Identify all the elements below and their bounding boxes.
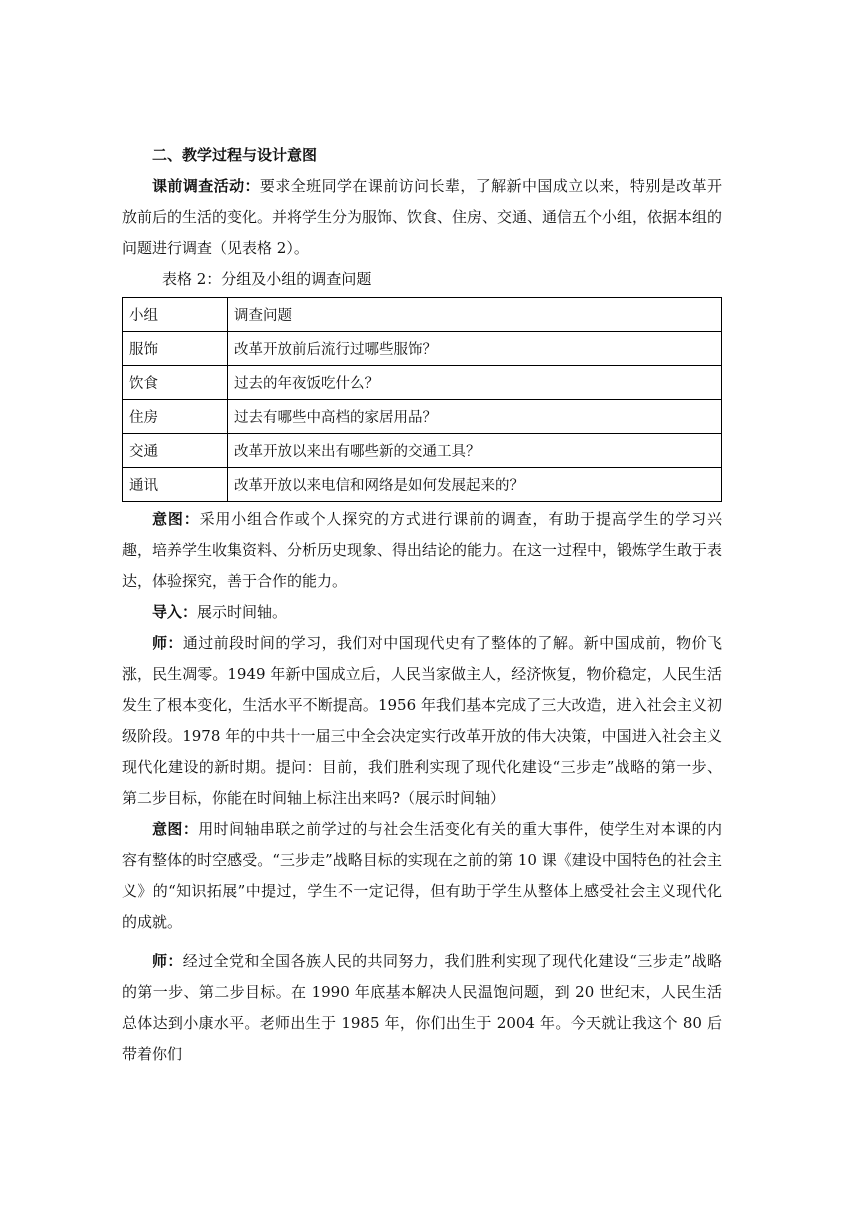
table-cell: 饮食 xyxy=(123,366,228,400)
teacher-paragraph-2 xyxy=(122,946,722,1070)
intent-text: 用时间轴串联之前学过的与社会生活变化有关的重大事件，使学生对本课的内容有整体的时空感受。“三步走”战略目标的实现在之前的第 10 课《建设中国特色的社会主义》的“知识拓展”中提过，学生不一定记得，但有助于学生从整体上感受社会主义现代化的成就。 xyxy=(122,820,722,931)
teacher-text: 经过全党和全国各族人民的共同努力，我们胜利实现了现代化建设“三步走”战略的第一步、第二步目标。在 1990 年底基本解决人民温饱问题，到 20 世纪末，人民生活总体达到小康水平。老师出生于 1985 年，你们出生于 2004 年。今天就让我这个 80 后带着你们 xyxy=(122,952,722,1063)
teacher-text: 通过前段时间的学习，我们对中国现代史有了整体的了解。新中国成前，物价飞涨，民生凋零。1949 年新中国成立后，人民当家做主人，经济恢复，物价稳定，人民生活发生了根本变化，生活水平不断提高。1956 年我们基本完成了三大改造，进入社会主义初级阶段。1978 年的中共十一届三中全会决定实行改革开放的伟大决策，中国进入社会主义现代化建设的新时期。提问：目前，我们胜利实现了现代化建设“三步走”战略的第一步、第二步目标，你能在时间轴上标注出来吗?（展示时间轴） xyxy=(122,634,722,807)
table-row xyxy=(123,366,722,400)
table-cell: 交通 xyxy=(123,434,228,468)
table-row xyxy=(123,434,722,468)
pre-class-text: 要求全班同学在课前访问长辈，了解新中国成立以来，特别是改革开放前后的生活的变化。并将学生分为服饰、饮食、住房、交通、通信五个小组，依据本组的问题进行调查（见表格 2）。 xyxy=(122,177,723,257)
table-row xyxy=(123,468,722,502)
table-cell: 改革开放以来出有哪些新的交通工具？ xyxy=(228,434,722,468)
intro-text: 展示时间轴。 xyxy=(197,603,288,621)
paragraph-gap xyxy=(122,938,722,946)
intent-label: 意图： xyxy=(152,510,200,528)
survey-table xyxy=(122,297,722,502)
teacher-label: 师： xyxy=(152,952,183,970)
intent-label: 意图： xyxy=(152,820,199,838)
table-cell: 服饰 xyxy=(123,332,228,366)
intent-paragraph-1 xyxy=(122,504,722,597)
teacher-label: 师： xyxy=(152,634,183,652)
intent-text: 采用小组合作或个人探究的方式进行课前的调查，有助于提高学生的学习兴趣，培养学生收集资料、分析历史现象、得出结论的能力。在这一过程中，锻炼学生敢于表达，体验探究，善于合作的能力。 xyxy=(122,510,723,590)
intro-paragraph xyxy=(122,597,722,628)
table-row xyxy=(123,332,722,366)
table-header-cell: 调查问题 xyxy=(228,298,722,332)
table-cell: 过去的年夜饭吃什么？ xyxy=(228,366,722,400)
pre-class-paragraph xyxy=(122,171,722,264)
table-row xyxy=(123,400,722,434)
table-header-cell: 小组 xyxy=(123,298,228,332)
intent-paragraph-2 xyxy=(122,814,722,938)
document-page xyxy=(122,140,722,1070)
table-cell: 改革开放前后流行过哪些服饰？ xyxy=(228,332,722,366)
teacher-paragraph-1 xyxy=(122,628,722,814)
pre-class-label: 课前调查活动： xyxy=(152,177,260,195)
section-heading: 二、教学过程与设计意图 xyxy=(152,146,318,164)
table-caption: 表格 2：分组及小组的调查问题 xyxy=(162,270,372,288)
table-cell: 过去有哪些中高档的家居用品？ xyxy=(228,400,722,434)
table-cell: 住房 xyxy=(123,400,228,434)
table-cell: 通讯 xyxy=(123,468,228,502)
table-header-row xyxy=(123,298,722,332)
intro-label: 导入： xyxy=(152,603,198,621)
table-cell: 改革开放以来电信和网络是如何发展起来的？ xyxy=(228,468,722,502)
